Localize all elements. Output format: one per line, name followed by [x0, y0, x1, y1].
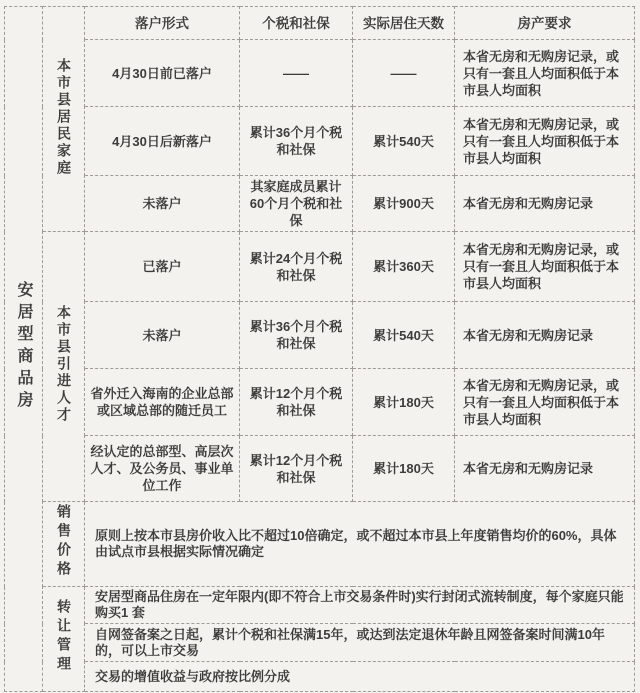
section-cell-sales-price	[43, 502, 85, 587]
cell-tax: 累计36个月个税和社保	[240, 107, 353, 176]
group-label-resident-family: 本市县居民家庭	[56, 57, 72, 177]
cell-hukou: 4月30日前已落户	[85, 40, 240, 107]
table-row	[5, 369, 635, 436]
transfer-rule-3: 交易的增值收益与政府按比例分成	[85, 662, 635, 692]
cell-days: ——	[353, 40, 455, 107]
cell-days: 累计180天	[353, 369, 455, 436]
cell-hukou: 已落户	[85, 232, 240, 302]
cell-days: 累计900天	[353, 176, 455, 232]
cell-hukou: 未落户	[85, 302, 240, 369]
cell-tax: 累计36个月个税和社保	[240, 302, 353, 369]
sales-price-policy: 原则上按本市县房价收入比不超过10倍确定，或不超过本市县上年度销售均价的60%，具体由试点市县根据实际情况确定	[85, 502, 635, 587]
header-hukou-form: 落户形式	[85, 7, 240, 40]
cell-days: 累计360天	[353, 232, 455, 302]
cell-tax: 累计12个月个税和社保	[240, 369, 353, 436]
cell-days: 累计540天	[353, 302, 455, 369]
header-row	[5, 7, 635, 40]
section-cell-transfer-management	[43, 587, 85, 692]
cell-tax: 累计12个月个税和社保	[240, 436, 353, 502]
table-row	[5, 587, 635, 624]
table-row	[5, 436, 635, 502]
category-cell	[5, 7, 43, 692]
cell-property: 本省无房和无购房记录，或只有一套且人均面积低于本市县人均面积	[455, 369, 635, 436]
table-row	[5, 40, 635, 107]
cell-days: 累计180天	[353, 436, 455, 502]
section-label-transfer-management: 转让管理	[56, 599, 72, 675]
table-row	[5, 662, 635, 692]
cell-property: 本省无房和无购房记录，或只有一套且人均面积低于本市县人均面积	[455, 232, 635, 302]
group-label-imported-talent: 本市县引进人才	[56, 305, 72, 424]
section-label-sales-price: 销售价格	[56, 504, 72, 580]
cell-hukou: 4月30日后新落户	[85, 107, 240, 176]
cell-tax: ——	[240, 40, 353, 107]
cell-property: 本省无房和无购房记录，或只有一套且人均面积低于本市县人均面积	[455, 40, 635, 107]
cell-property: 本省无房和无购房记录	[455, 302, 635, 369]
header-residence-days: 实际居住天数	[353, 7, 455, 40]
cell-property: 本省无房和无购房记录，或只有一套且人均面积低于本市县人均面积	[455, 107, 635, 176]
cell-days: 累计540天	[353, 107, 455, 176]
cell-hukou: 经认定的总部型、高层次人才、及公务员、事业单位工作	[85, 436, 240, 502]
transfer-rule-2: 自网签备案之日起，累计个税和社保满15年，或达到法定退休年龄且网签备案时间满10年的，可以上市交易	[85, 624, 635, 662]
group-cell-resident-family	[43, 7, 85, 232]
cell-hukou: 省外迁入海南的企业总部或区域总部的随迁员工	[85, 369, 240, 436]
cell-tax: 其家庭成员累计60个月个税和社保	[240, 176, 353, 232]
transfer-rule-1: 安居型商品住房在一定年限内(即不符合上市交易条件时)实行封闭式流转制度，每个家庭只能购买1 套	[85, 587, 635, 624]
table-row	[5, 302, 635, 369]
cell-hukou: 未落户	[85, 176, 240, 232]
table-row	[5, 107, 635, 176]
group-cell-imported-talent	[43, 232, 85, 502]
housing-policy-table	[4, 6, 635, 692]
table-row	[5, 176, 635, 232]
table-row	[5, 502, 635, 587]
cell-property: 本省无房和无购房记录	[455, 436, 635, 502]
cell-tax: 累计24个月个税和社保	[240, 232, 353, 302]
table-row	[5, 232, 635, 302]
header-tax-social: 个税和社保	[240, 7, 353, 40]
header-property-requirement: 房产要求	[455, 7, 635, 40]
cell-property: 本省无房和无购房记录	[455, 176, 635, 232]
category-label: 安居型商品房	[15, 281, 32, 413]
table-row	[5, 624, 635, 662]
